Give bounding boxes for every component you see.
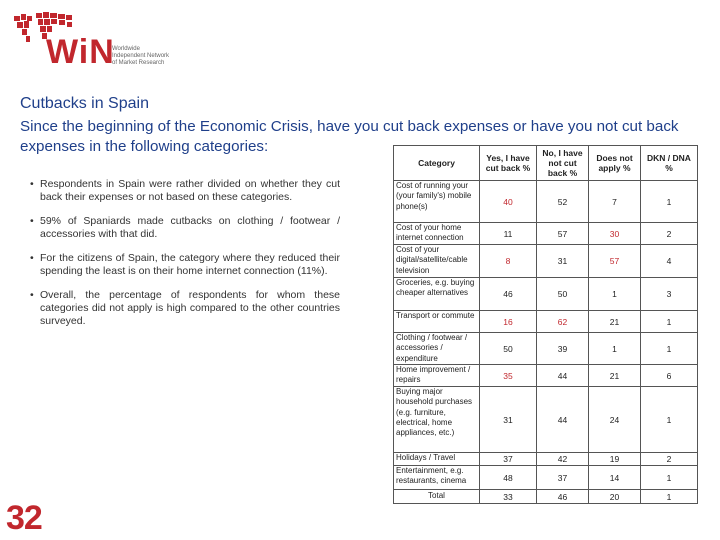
table-row bbox=[394, 466, 698, 490]
cell-not-apply: 21 bbox=[589, 311, 641, 333]
cell-dk: 1 bbox=[641, 387, 698, 453]
cell-yes: 37 bbox=[480, 453, 537, 466]
cell-not-apply: 14 bbox=[589, 466, 641, 490]
cell-dk: 1 bbox=[641, 490, 698, 504]
logo-wordmark: WiN bbox=[46, 33, 115, 71]
cell-no: 50 bbox=[537, 278, 589, 311]
table-row bbox=[394, 453, 698, 466]
header-yes: Yes, I have cut back % bbox=[480, 146, 537, 181]
cell-no: 37 bbox=[537, 466, 589, 490]
survey-question: Since the beginning of the Economic Crisis, have you cut back expenses or have you not cut back expenses in the following categories: bbox=[20, 118, 679, 155]
cell-yes: 50 bbox=[480, 333, 537, 365]
row-category: Cost of your digital/satellite/cable television bbox=[394, 245, 480, 278]
cell-dk: 1 bbox=[641, 311, 698, 333]
logo-tagline bbox=[112, 46, 182, 67]
row-category: Clothing / footwear / accessories / expenditure bbox=[394, 333, 480, 365]
cell-yes: 33 bbox=[480, 490, 537, 504]
cell-dk: 2 bbox=[641, 223, 698, 245]
table-row bbox=[394, 333, 698, 365]
finding-item: • For the citizens of Spain, the category where they reduced their spending the least is on their home internet connection (11%). bbox=[30, 252, 340, 278]
cell-dk: 1 bbox=[641, 333, 698, 365]
cell-no: 42 bbox=[537, 453, 589, 466]
row-category: Buying major household purchases (e.g. furniture, electrical, home appliances, etc.) bbox=[394, 387, 480, 453]
cell-not-apply: 20 bbox=[589, 490, 641, 504]
total-label: Total bbox=[394, 490, 480, 504]
cell-yes: 8 bbox=[480, 245, 537, 278]
page-title: Cutbacks in Spain bbox=[20, 95, 149, 112]
cell-no: 44 bbox=[537, 387, 589, 453]
logo-tagline-line: of Market Research bbox=[112, 60, 165, 66]
cell-yes: 11 bbox=[480, 223, 537, 245]
cell-yes: 16 bbox=[480, 311, 537, 333]
header-category: Category bbox=[394, 146, 480, 181]
cell-not-apply: 7 bbox=[589, 181, 641, 223]
cell-no: 57 bbox=[537, 223, 589, 245]
win-logo bbox=[8, 8, 178, 78]
header-not-apply: Does not apply % bbox=[589, 146, 641, 181]
cell-no: 31 bbox=[537, 245, 589, 278]
finding-item: • Respondents in Spain were rather divided on whether they cut back their expenses or not based on these categories. bbox=[30, 178, 340, 204]
cell-not-apply: 21 bbox=[589, 365, 641, 387]
row-category: Home improvement / repairs bbox=[394, 365, 480, 387]
table-row bbox=[394, 387, 698, 453]
table-row bbox=[394, 278, 698, 311]
table-row bbox=[394, 181, 698, 223]
cell-not-apply: 24 bbox=[589, 387, 641, 453]
cell-no: 44 bbox=[537, 365, 589, 387]
row-category: Holidays / Travel bbox=[394, 453, 480, 466]
row-category: Cost of your home internet connection bbox=[394, 223, 480, 245]
findings-list bbox=[30, 178, 340, 339]
cell-yes: 31 bbox=[480, 387, 537, 453]
table-row bbox=[394, 311, 698, 333]
cell-dk: 1 bbox=[641, 181, 698, 223]
cutbacks-table bbox=[393, 145, 698, 504]
cell-dk: 2 bbox=[641, 453, 698, 466]
cell-yes: 35 bbox=[480, 365, 537, 387]
finding-item: • 59% of Spaniards made cutbacks on clothing / footwear / accessories with that did. bbox=[30, 215, 340, 241]
cell-no: 39 bbox=[537, 333, 589, 365]
cell-no: 46 bbox=[537, 490, 589, 504]
cell-not-apply: 30 bbox=[589, 223, 641, 245]
cell-yes: 40 bbox=[480, 181, 537, 223]
cell-not-apply: 1 bbox=[589, 278, 641, 311]
cell-dk: 3 bbox=[641, 278, 698, 311]
cell-dk: 4 bbox=[641, 245, 698, 278]
cell-no: 52 bbox=[537, 181, 589, 223]
cell-yes: 48 bbox=[480, 466, 537, 490]
cell-dk: 6 bbox=[641, 365, 698, 387]
row-category: Cost of running your (your family's) mobile phone(s) bbox=[394, 181, 480, 223]
row-category: Transport or commute bbox=[394, 311, 480, 333]
table-row bbox=[394, 223, 698, 245]
header-no: No, I have not cut back % bbox=[537, 146, 589, 181]
row-category: Entertainment, e.g. restaurants, cinema bbox=[394, 466, 480, 490]
table-row bbox=[394, 365, 698, 387]
page-number: 32 bbox=[6, 499, 42, 537]
finding-item: • Overall, the percentage of respondents for whom these categories did not apply is high compared to the other countries surveyed. bbox=[30, 289, 340, 328]
cell-not-apply: 57 bbox=[589, 245, 641, 278]
table-row bbox=[394, 245, 698, 278]
table-header-row bbox=[394, 146, 698, 181]
cell-dk: 1 bbox=[641, 466, 698, 490]
header-dk: DKN / DNA % bbox=[641, 146, 698, 181]
cell-no: 62 bbox=[537, 311, 589, 333]
cell-not-apply: 1 bbox=[589, 333, 641, 365]
table-total-row bbox=[394, 490, 698, 504]
logo-tagline-line: Worldwide bbox=[112, 46, 140, 52]
row-category: Groceries, e.g. buying cheaper alternatives bbox=[394, 278, 480, 311]
cell-not-apply: 19 bbox=[589, 453, 641, 466]
logo-tagline-line: Independent Network bbox=[112, 53, 170, 59]
cell-yes: 46 bbox=[480, 278, 537, 311]
